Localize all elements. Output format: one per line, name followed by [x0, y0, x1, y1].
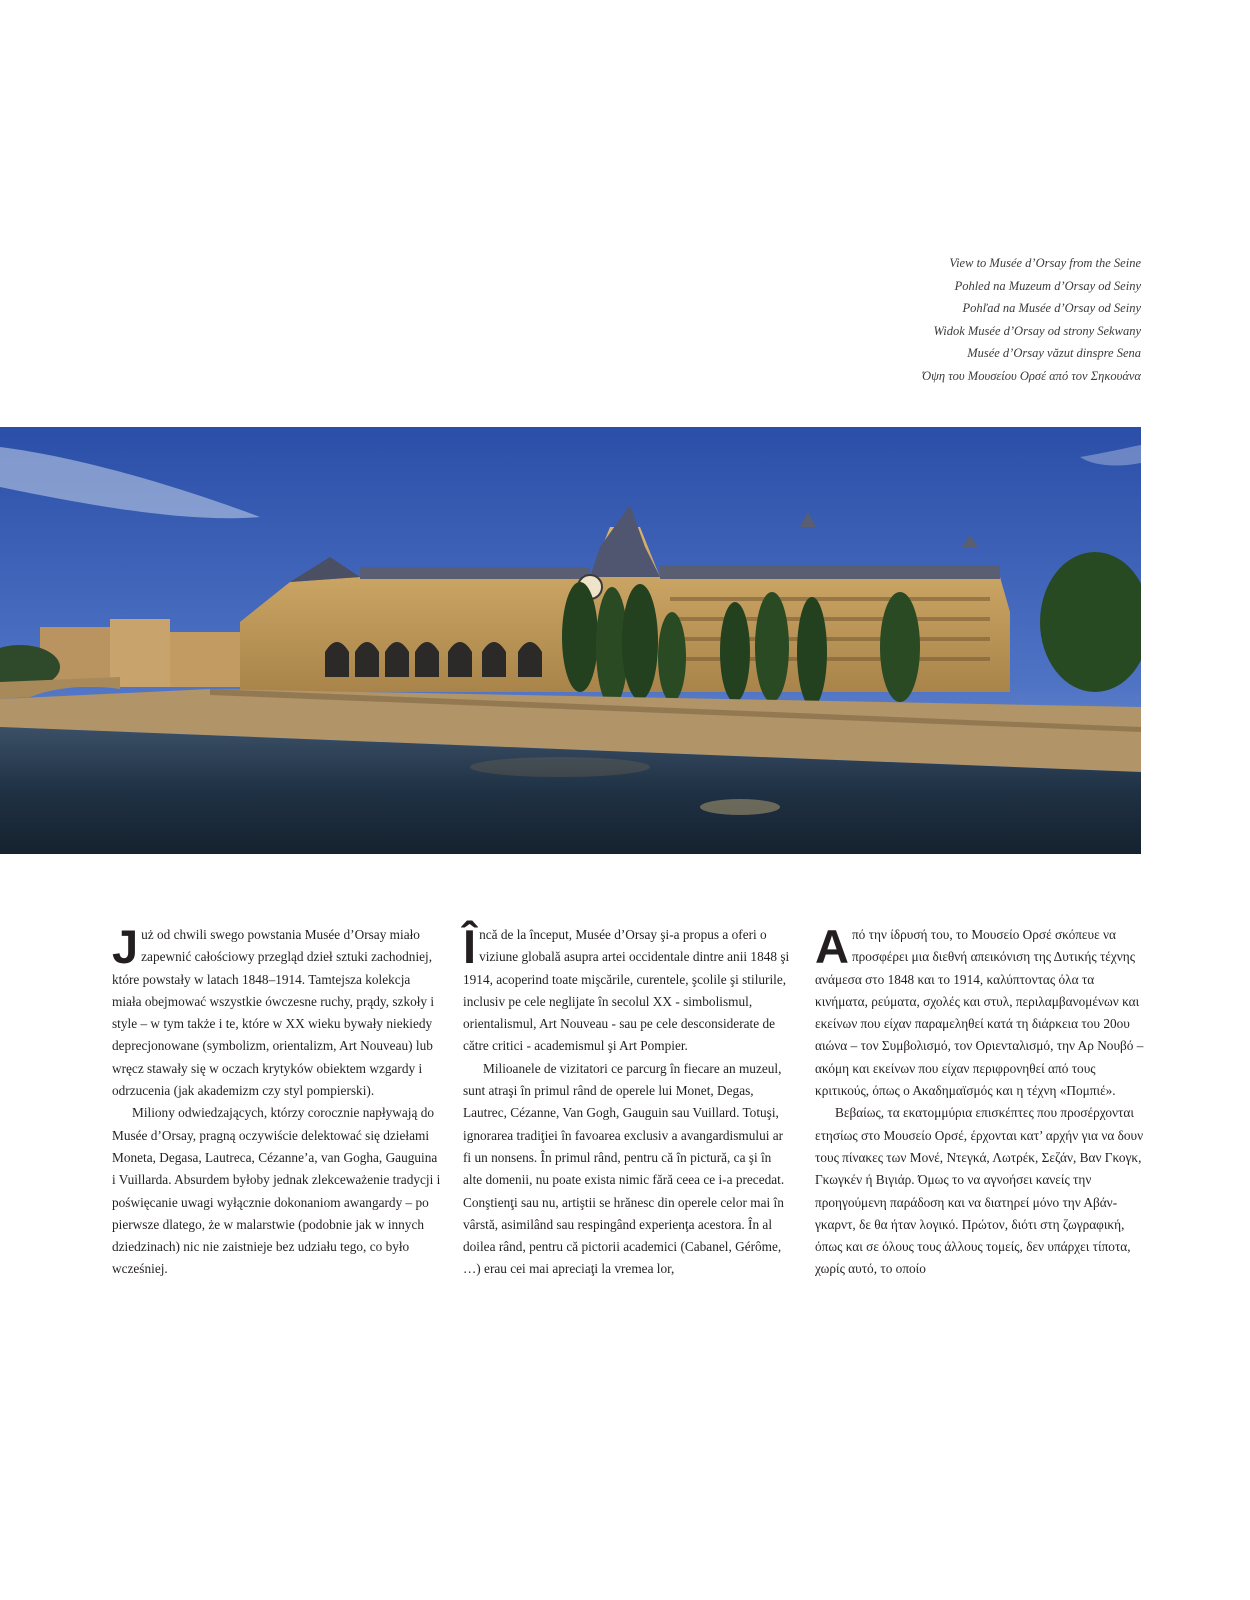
caption-greek: Όψη του Μουσείου Ορσέ από τον Σηκουάνα	[922, 368, 1141, 383]
photo-captions	[541, 252, 1141, 388]
paragraph	[112, 920, 442, 1102]
paragraph	[463, 920, 793, 1058]
paragraph-text: uż od chwili swego powstania Musée d’Orsay miało zapewnić całościowy przegląd dzieł sztuki zachodniej, które powstały w latach 1848–1914. Tamtejsza kolekcja miała obejmować wszystkie ówczesne ruchy, prądy, szkoły i style – w tym także i te, które w XX wieku bywały niekiedy deprecjonowane (symbolizm, orientalizm, Art Nouveau) lub wręcz stawały się w oczach krytyków obiektem wzgardy i odrzucenia (jak akademizm czy styl pompierski).	[112, 927, 435, 1099]
text-column-romanian	[463, 920, 793, 1281]
caption-polish: Widok Musée d’Orsay od strony Sekwany	[933, 323, 1141, 338]
caption-english: View to Musée d’Orsay from the Seine	[949, 256, 1141, 270]
paragraph	[815, 920, 1145, 1102]
musee-dorsay-photo	[0, 427, 1141, 854]
dropcap: Α	[815, 920, 849, 973]
caption-slovak: Pohľad na Musée d’Orsay od Seiny	[962, 301, 1141, 316]
paragraph-text: πό την ίδρυσή του, το Μουσείο Ορσέ σκόπευε να προσφέρει μια διεθνή απεικόνιση της Δυτικής τέχνης ανάμεσα στο 1848 και το 1914, καλύπτοντας όλα τα κινήματα, ρεύματα, σχολές και στυλ, περιλαμβανομένων και εκείνων που είχαν παραμεληθεί κατά τη διάρκεια του 20ου αιώνα – τον Συμβολισμό, τον Οριενταλισμό, την Αρ Νουβό – ακόμη και εκείνων που είχαν περιφρονηθεί από τους κριτικούς, όπως ο Ακαδημαϊσμός και η τέχνη «Πομπιέ».	[815, 927, 1144, 1099]
paragraph: Milioanele de vizitatori ce parcurg în fiecare an muzeul, sunt atraşi în primul rând de operele lui Monet, Degas, Lautrec, Cézanne, Van Gogh, Gauguin sau Vuillard. Totuşi, ignorarea tradiţiei în favoarea exclusiv a avangardismului ar fi un nonsens. În primul rând, pentru că în pictură, ca şi în alte domenii, nu poate exista nimic fără ceea ce i-a precedat. Conştienţi sau nu, artiştii se hrănesc din operele celor mai în vârstă, asimilând sau respingând experienţa acestora. În al doilea rând, pentru că pictorii academici (Cabanel, Gérôme, …) erau cei mai apreciaţi la vremea lor,	[463, 1060, 785, 1277]
text-column-polish	[112, 920, 442, 1281]
paragraph: Βεβαίως, τα εκατομμύρια επισκέπτες που προσέρχονται ετησίως στο Μουσείο Ορσέ, έρχονται κατ’ αρχήν για να δουν τους πίνακες των Μονέ, Ντεγκά, Λωτρέκ, Σεζάν, Βαν Γκογκ, Γκωγκέν ή Βιγιάρ. Όμως το να αγνοήσει κανείς την προηγούμενη παράδοση και να διατηρεί μόνο την Αβάν-γκαρντ, δε θα ήταν λογικό. Πρώτον, διότι στη ζωγραφική, όπως και σε όλους τους άλλους τομείς, δεν υπάρχει τίποτα, χωρίς αυτό, το οποίο	[815, 1105, 1144, 1277]
dropcap: Î	[463, 920, 477, 973]
text-column-greek	[815, 920, 1145, 1281]
caption-czech: Pohled na Muzeum d’Orsay od Seiny	[954, 278, 1141, 293]
paragraph-text: ncă de la început, Musée d’Orsay şi-a propus a oferi o viziune globală asupra artei occidentale dintre anii 1848 şi 1914, acoperind toate mişcările, curentele, şcolile şi stilurile, inclusiv pe cele neglijate în secolul XX - simbolismul, orientalismul, Art Nouveau - sau pe cele desconsiderate de către critici - academismul şi Art Pompier.	[463, 927, 790, 1054]
paragraph: Miliony odwiedzających, którzy corocznie napływają do Musée d’Orsay, pragną oczywiście delektować się dziełami Moneta, Degasa, Lautreca, Cézanne’a, van Gogha, Gauguina i Vuillarda. Absurdem byłoby jednak zlekceważenie tradycji i poświęcanie uwagi wyłącznie dokonaniom awangardy – po pierwsze dlatego, że w malarstwie (podobnie jak w innych dziedzinach) nic nie zaistnieje bez udziału tego, co było wcześniej.	[112, 1105, 441, 1277]
dropcap: J	[112, 920, 139, 973]
caption-romanian: Musée d’Orsay văzut dinspre Sena	[967, 346, 1141, 361]
